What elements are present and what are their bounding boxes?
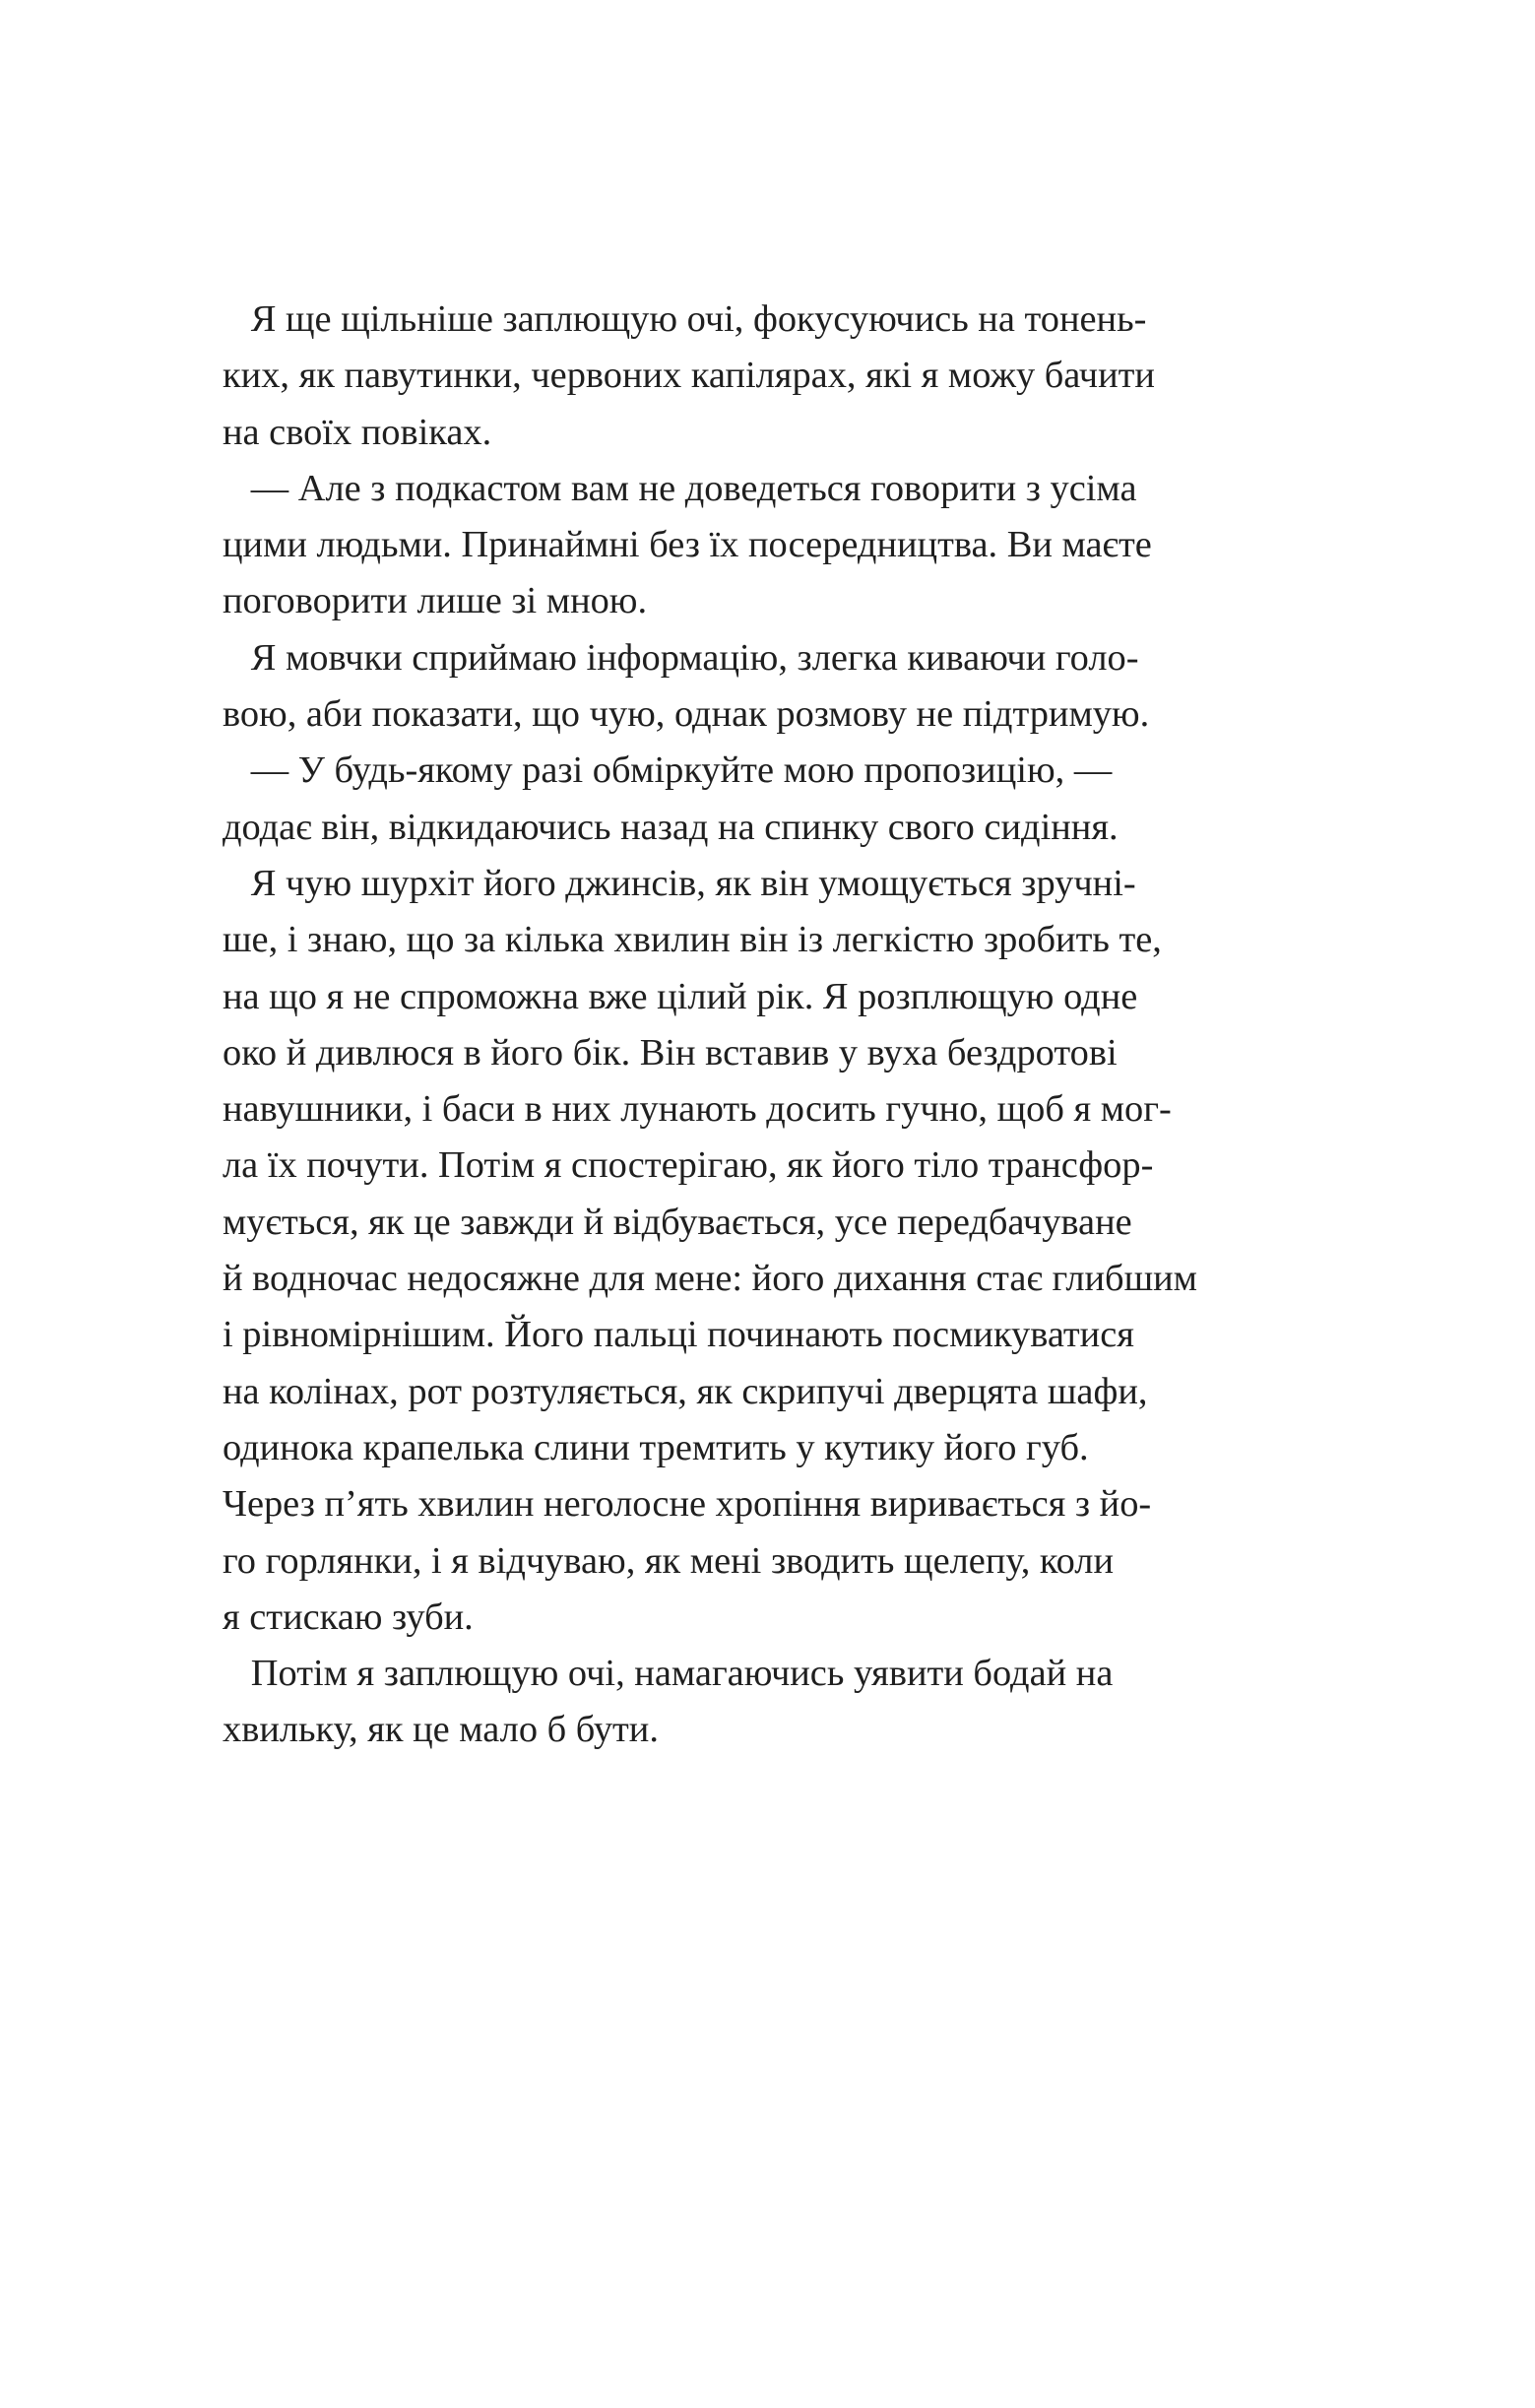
text-line: око й дивлюся в його бік. Він вставив у вуха бездротові — [223, 1031, 1118, 1074]
text-line: цими людьми. Принаймні без їх посередництва. Ви маєте — [223, 524, 1152, 566]
text-line: поговорити лише зі мною. — [223, 580, 648, 622]
text-line: на колінах, рот розтуляється, як скрипучі дверцята шафи, — [223, 1370, 1148, 1412]
text-line: вою, аби показати, що чую, однак розмову не підтримую. — [223, 693, 1150, 736]
text-line: Я мовчки сприймаю інформацію, злегка киваючи голо- — [223, 636, 1139, 679]
text-line: одинока крапелька слини тремтить у кутику його губ. — [223, 1426, 1089, 1468]
text-line: додає він, відкидаючись назад на спинку свого сидіння. — [223, 806, 1119, 848]
text-line: ше, і знаю, що за кілька хвилин він із легкістю зробить те, — [223, 919, 1162, 961]
text-line: — У будь-якому разі обміркуйте мою пропозицію, — — [223, 749, 1113, 792]
text-line: на що я не спроможна вже цілий рік. Я розплющую одне — [223, 975, 1138, 1017]
text-line: я стискаю зуби. — [223, 1595, 474, 1638]
text-line: — Але з подкастом вам не доведеться говорити з усіма — [223, 467, 1137, 509]
text-line: і рівномірнішим. Його пальці починають посмикуватися — [223, 1314, 1134, 1356]
text-line: ла їх почути. Потім я спостерігаю, як його тіло трансфор- — [223, 1144, 1154, 1187]
text-line: Я чую шурхіт його джинсів, як він умощується зручні- — [223, 862, 1136, 904]
text-line: Через п’ять хвилин неголосне хропіння виривається з йо- — [223, 1483, 1152, 1526]
text-line: на своїх повіках. — [223, 411, 492, 453]
text-line: й водночас недосяжне для мене: його дихання стає глибшим — [223, 1258, 1197, 1300]
text-line: Потім я заплющую очі, намагаючись уявити бодай на — [223, 1653, 1114, 1695]
text-line: мується, як це завжди й відбувається, усе передбачуване — [223, 1201, 1132, 1243]
body-text — [223, 292, 1286, 1759]
text-line: го горлянки, і я відчуваю, як мені зводить щелепу, коли — [223, 1539, 1115, 1582]
text-line: хвильку, як це мало б бути. — [223, 1709, 659, 1751]
text-line: навушники, і баси в них лунають досить гучно, щоб я мог- — [223, 1088, 1172, 1131]
text-line: ких, як павутинки, червоних капілярах, які я можу бачити — [223, 355, 1155, 397]
text-line: Я ще щільніше заплющую очі, фокусуючись на тонень- — [223, 298, 1147, 340]
